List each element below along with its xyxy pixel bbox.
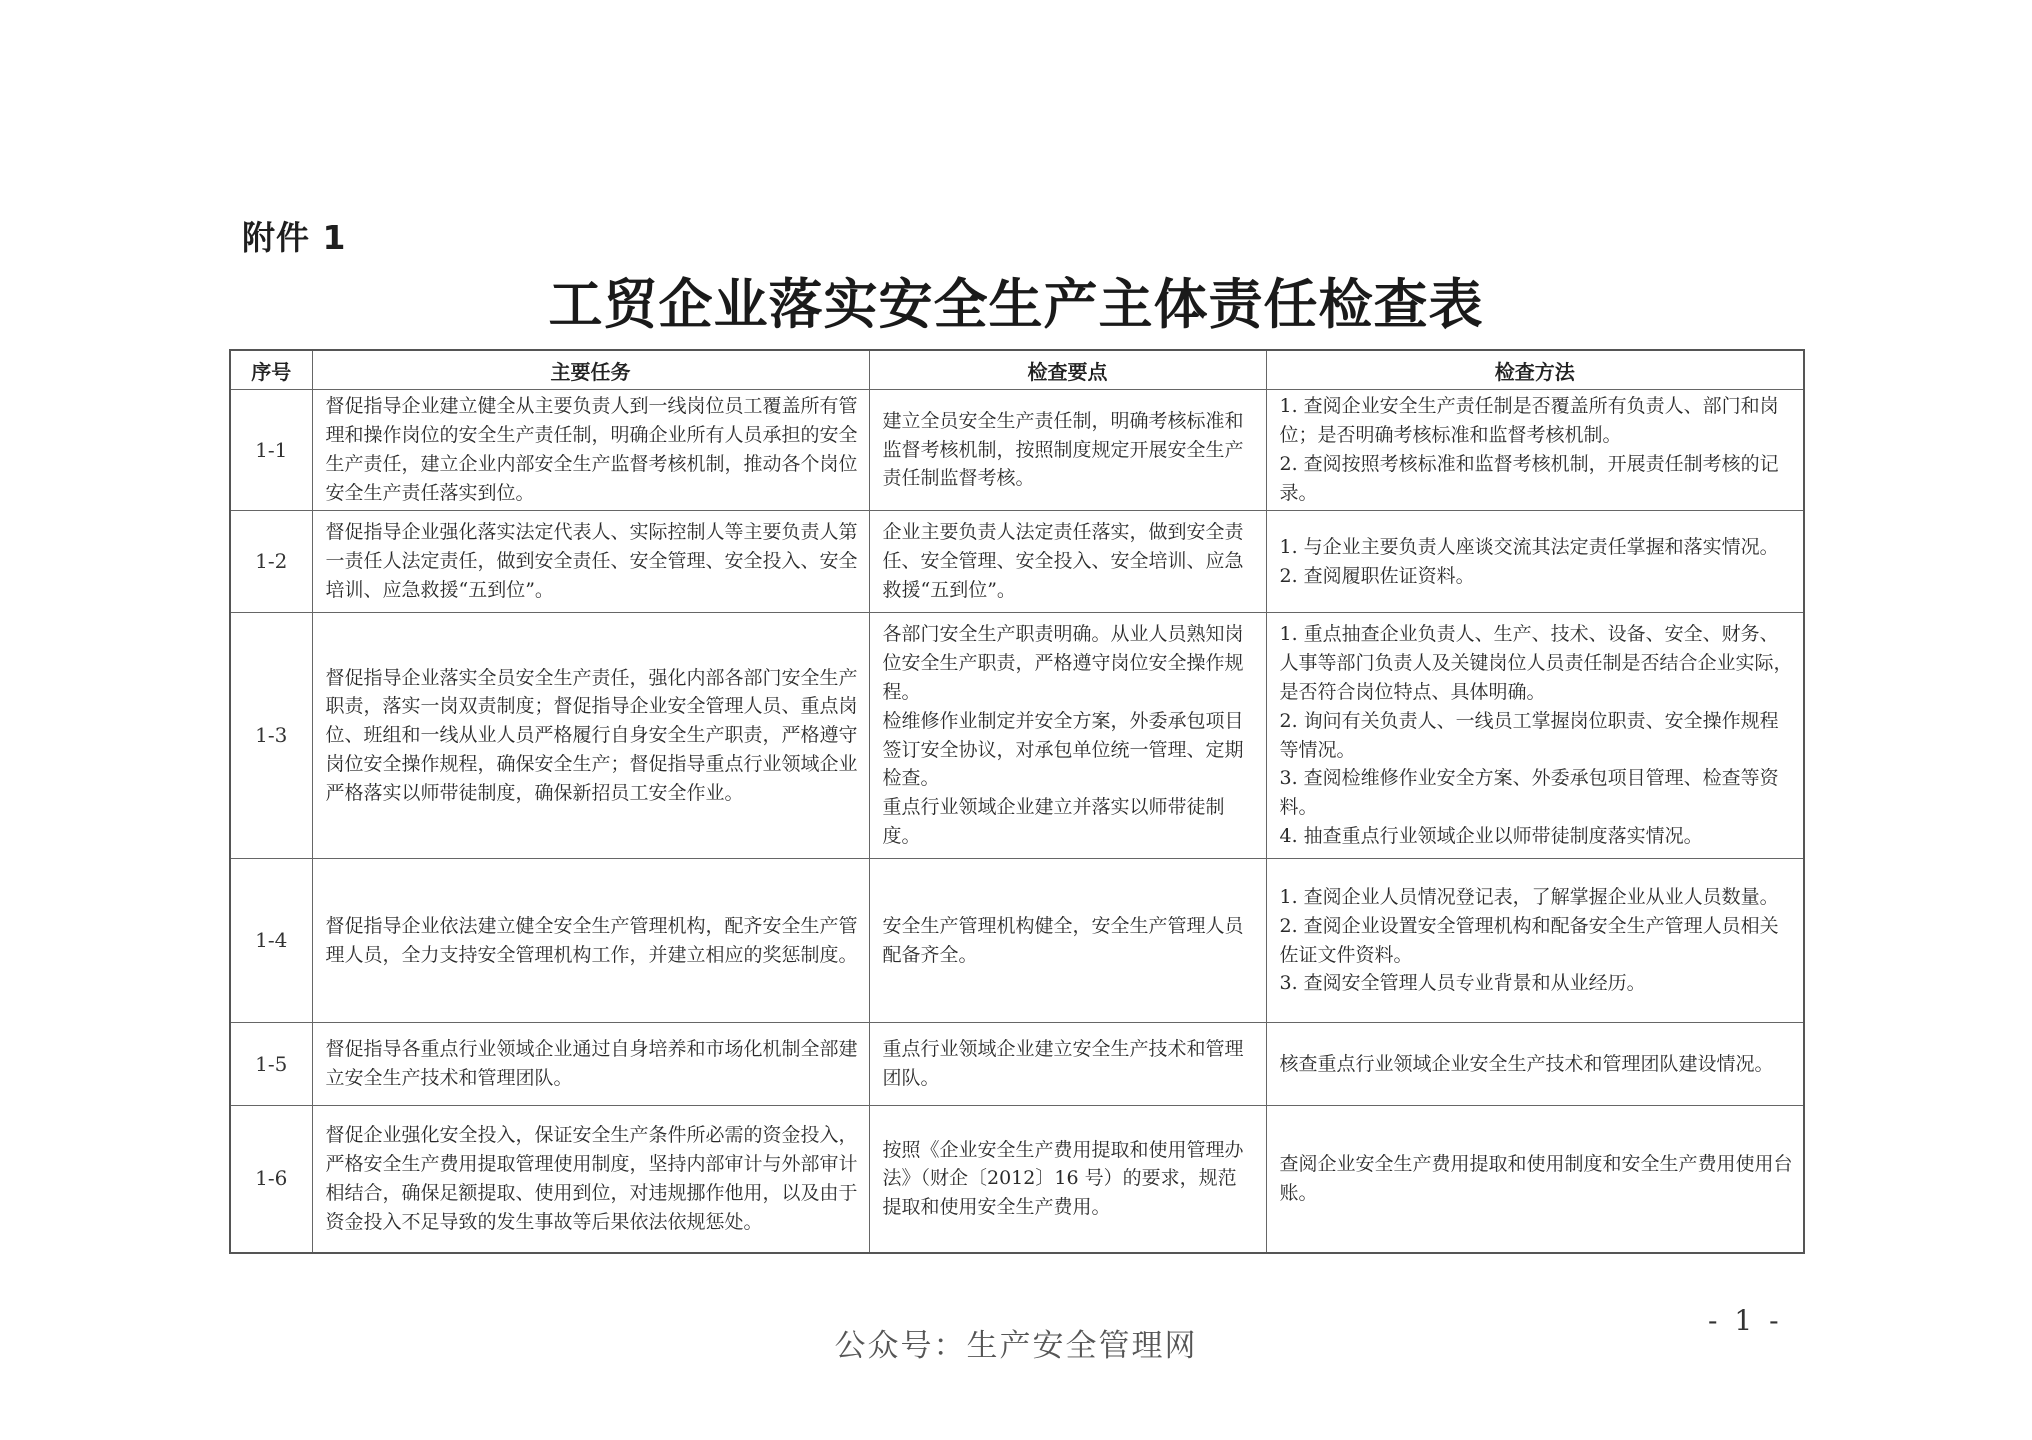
- row-check-points: 企业主要负责人法定责任落实，做到安全责任、安全管理、安全投入、安全培训、应急救援“五到位”。: [869, 511, 1266, 613]
- header-number: 序号: [230, 350, 312, 390]
- row-check-methods: 查阅企业安全生产费用提取和使用制度和安全生产费用使用台账。: [1266, 1106, 1804, 1253]
- row-number: 1-6: [230, 1106, 312, 1253]
- row-check-methods: 核查重点行业领域企业安全生产技术和管理团队建设情况。: [1266, 1023, 1804, 1106]
- row-number: 1-3: [230, 613, 312, 859]
- table-row: [230, 1023, 1804, 1106]
- row-main-task: 督促指导企业落实全员安全生产责任，强化内部各部门安全生产职责，落实一岗双责制度；督促指导企业安全管理人员、重点岗位、班组和一线从业人员严格履行自身安全生产职责，严格遵守岗位安全操作规程，确保安全生产；督促指导重点行业领域企业严格落实以师带徒制度，确保新招员工安全作业。: [312, 613, 869, 859]
- attachment-label: 附件 1: [242, 218, 347, 257]
- header-check-points: 检查要点: [869, 350, 1266, 390]
- table-header-row: [230, 350, 1804, 390]
- table-row: [230, 511, 1804, 613]
- document-title: 工贸企业落实安全生产主体责任检查表: [548, 273, 1484, 336]
- row-check-methods: 1. 与企业主要负责人座谈交流其法定责任掌握和落实情况。 2. 查阅履职佐证资料。: [1266, 511, 1804, 613]
- row-check-points: 重点行业领域企业建立安全生产技术和管理团队。: [869, 1023, 1266, 1106]
- watermark-text: 公众号：生产安全管理网: [834, 1328, 1198, 1364]
- row-check-points: 建立全员安全生产责任制，明确考核标准和监督考核机制，按照制度规定开展安全生产责任制监督考核。: [869, 390, 1266, 511]
- page-number: - 1 -: [1708, 1304, 1783, 1337]
- row-number: 1-2: [230, 511, 312, 613]
- row-check-methods: 1. 重点抽查企业负责人、生产、技术、设备、安全、财务、人事等部门负责人及关键岗位人员责任制是否结合企业实际，是否符合岗位特点、具体明确。 2. 询问有关负责人、一线员工掌握岗位职责、安全操作规程等情况。 3. 查阅检维修作业安全方案、外委承包项目管理、检查等资料。 4. 抽查重点行业领域企业以师带徒制度落实情况。: [1266, 613, 1804, 859]
- header-main-task: 主要任务: [312, 350, 869, 390]
- inspection-table: [229, 349, 1805, 1254]
- row-number: 1-4: [230, 859, 312, 1023]
- row-main-task: 督促指导企业建立健全从主要负责人到一线岗位员工覆盖所有管理和操作岗位的安全生产责任制，明确企业所有人员承担的安全生产责任，建立企业内部安全生产监督考核机制，推动各个岗位安全生产责任落实到位。: [312, 390, 869, 511]
- table-row: [230, 390, 1804, 511]
- row-check-methods: 1. 查阅企业安全生产责任制是否覆盖所有负责人、部门和岗位；是否明确考核标准和监督考核机制。 2. 查阅按照考核标准和监督考核机制，开展责任制考核的记录。: [1266, 390, 1804, 511]
- row-main-task: 督促企业强化安全投入，保证安全生产条件所必需的资金投入，严格安全生产费用提取管理使用制度，坚持内部审计与外部审计相结合，确保足额提取、使用到位，对违规挪作他用，以及由于资金投入不足导致的发生事故等后果依法依规惩处。: [312, 1106, 869, 1253]
- row-check-points: 按照《企业安全生产费用提取和使用管理办法》（财企〔2012〕16 号）的要求，规范提取和使用安全生产费用。: [869, 1106, 1266, 1253]
- row-check-points: 安全生产管理机构健全，安全生产管理人员配备齐全。: [869, 859, 1266, 1023]
- row-main-task: 督促指导企业依法建立健全安全生产管理机构，配齐安全生产管理人员，全力支持安全管理机构工作，并建立相应的奖惩制度。: [312, 859, 869, 1023]
- table-row: [230, 613, 1804, 859]
- row-check-methods: 1. 查阅企业人员情况登记表，了解掌握企业从业人员数量。 2. 查阅企业设置安全管理机构和配备安全生产管理人员相关佐证文件资料。 3. 查阅安全管理人员专业背景和从业经历。: [1266, 859, 1804, 1023]
- row-number: 1-5: [230, 1023, 312, 1106]
- header-check-methods: 检查方法: [1266, 350, 1804, 390]
- row-number: 1-1: [230, 390, 312, 511]
- table-row: [230, 859, 1804, 1023]
- row-main-task: 督促指导各重点行业领域企业通过自身培养和市场化机制全部建立安全生产技术和管理团队。: [312, 1023, 869, 1106]
- table-row: [230, 1106, 1804, 1253]
- row-check-points: 各部门安全生产职责明确。从业人员熟知岗位安全生产职责，严格遵守岗位安全操作规程。 检维修作业制定并安全方案，外委承包项目签订安全协议，对承包单位统一管理、定期检查。 重点行业领域企业建立并落实以师带徒制度。: [869, 613, 1266, 859]
- row-main-task: 督促指导企业强化落实法定代表人、实际控制人等主要负责人第一责任人法定责任，做到安全责任、安全管理、安全投入、安全培训、应急救援“五到位”。: [312, 511, 869, 613]
